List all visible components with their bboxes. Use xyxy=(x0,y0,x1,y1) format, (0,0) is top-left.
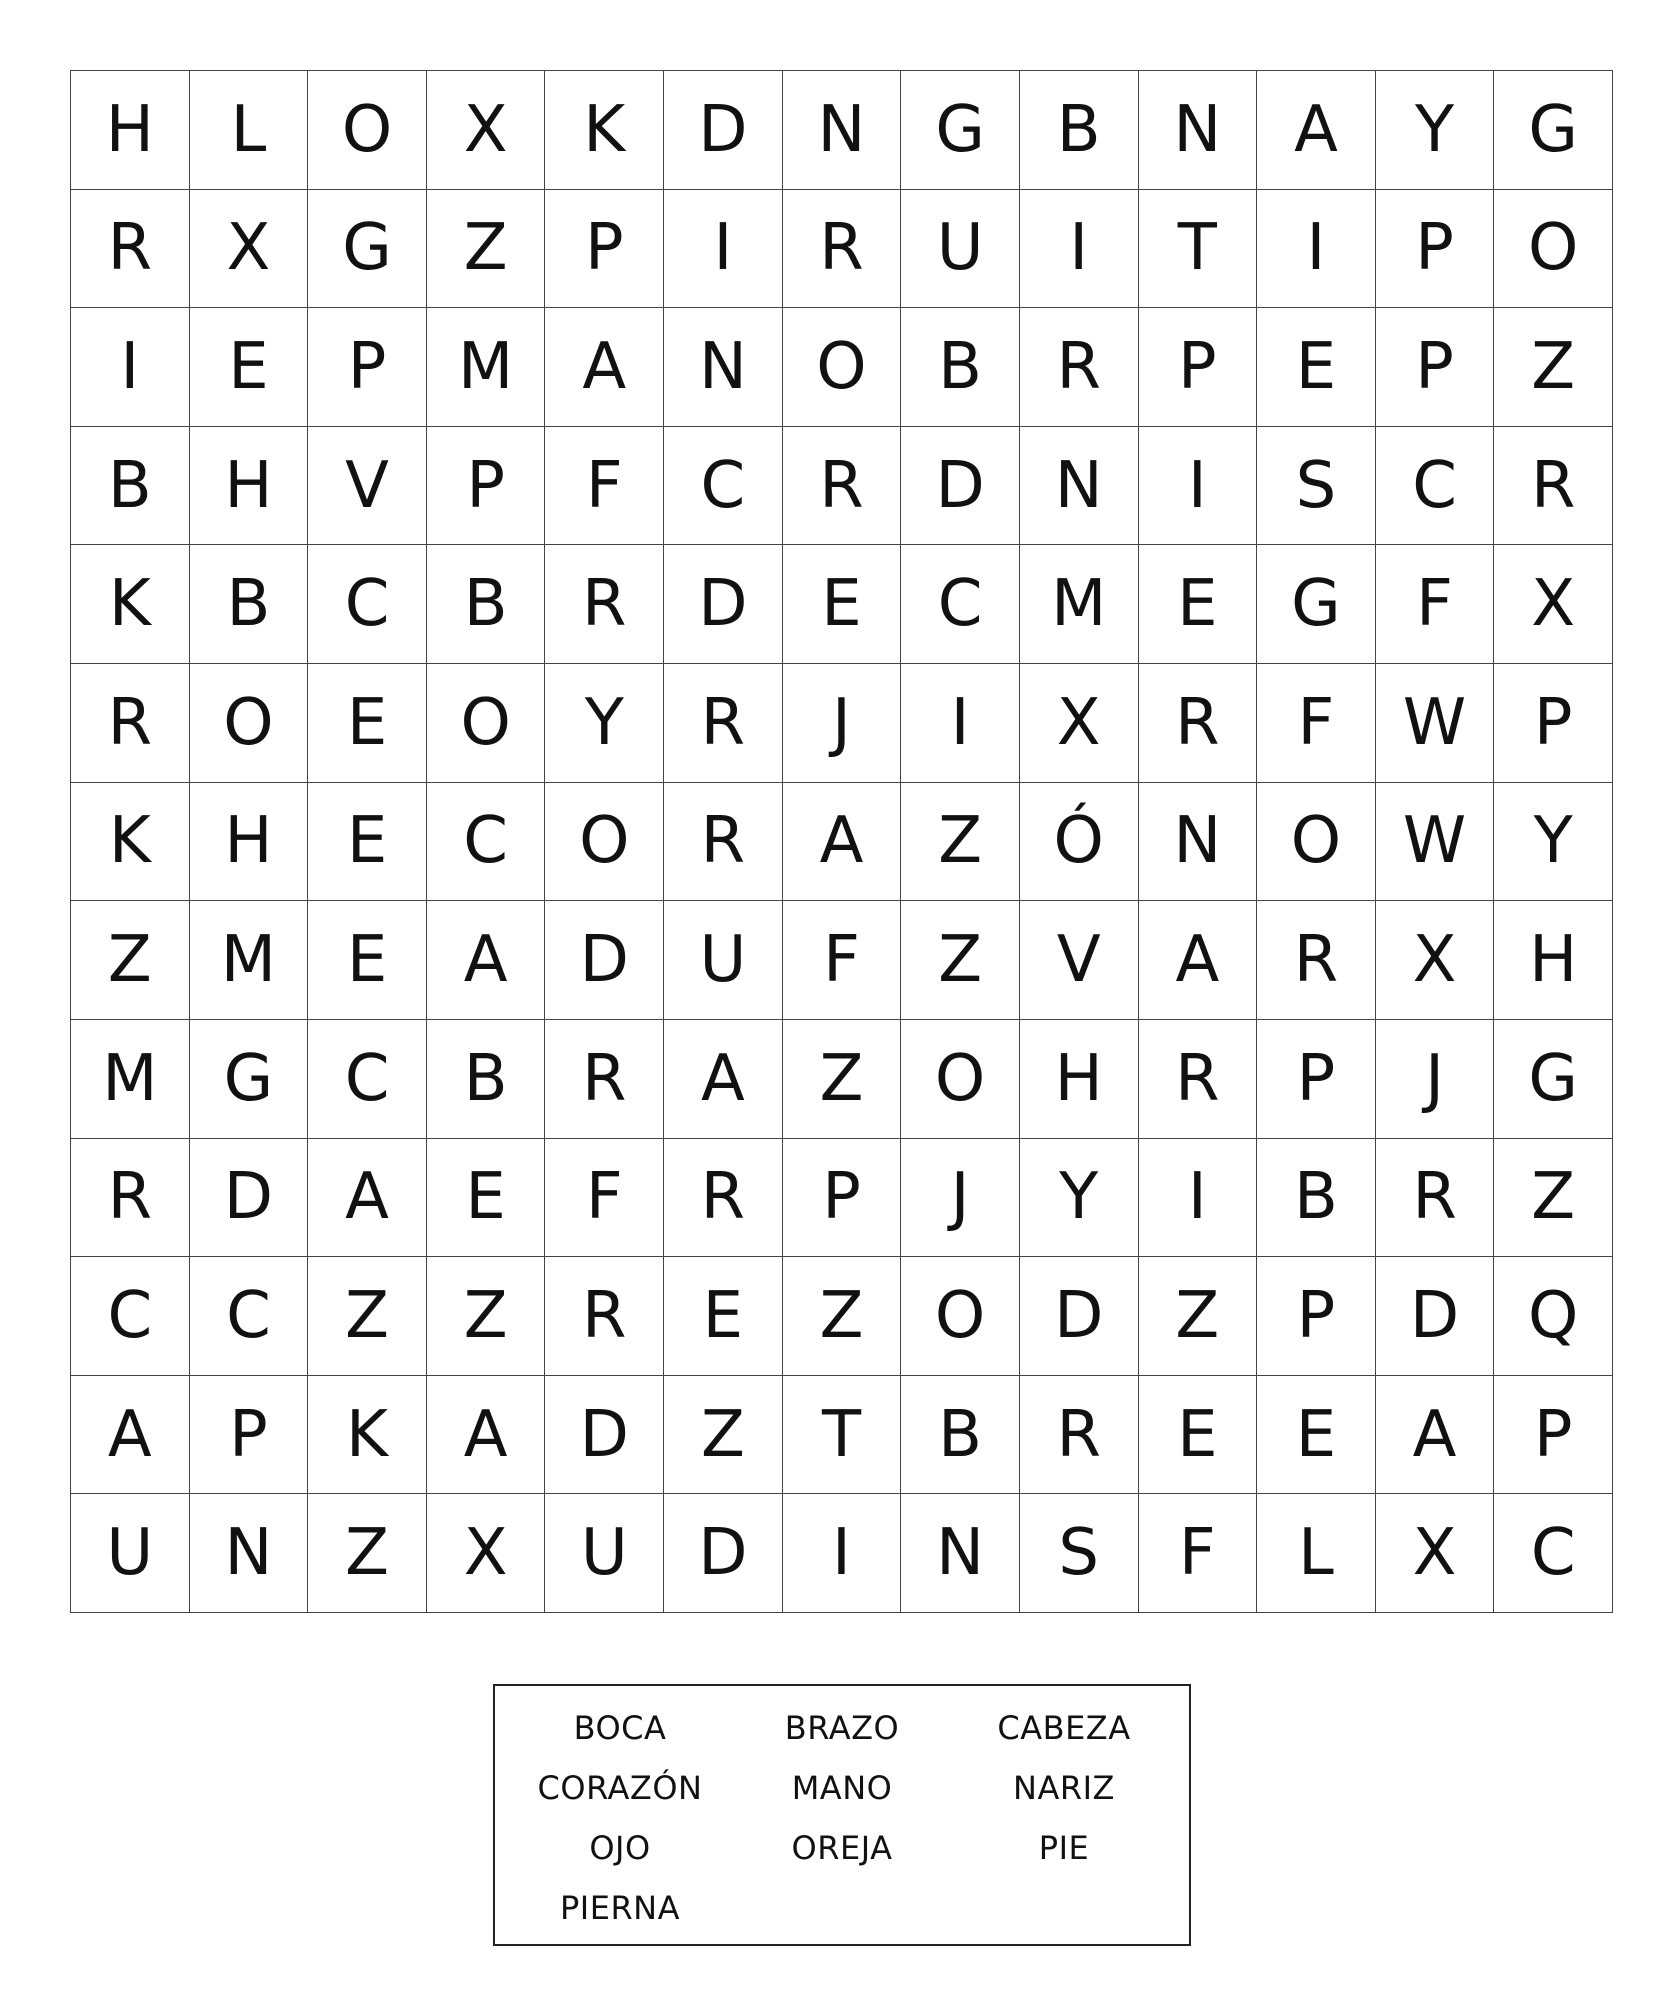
grid-cell[interactable]: Q xyxy=(1494,1257,1613,1376)
grid-cell[interactable]: E xyxy=(190,308,309,427)
grid-cell[interactable]: A xyxy=(545,308,664,427)
grid-cell[interactable]: C xyxy=(901,545,1020,664)
grid-cell[interactable]: Z xyxy=(901,783,1020,902)
grid-cell[interactable]: K xyxy=(308,1376,427,1495)
grid-cell[interactable]: R xyxy=(545,545,664,664)
grid-cell[interactable]: M xyxy=(71,1020,190,1139)
grid-cell[interactable]: P xyxy=(1257,1257,1376,1376)
grid-cell[interactable]: W xyxy=(1376,783,1495,902)
grid-cell[interactable]: F xyxy=(783,901,902,1020)
grid-cell[interactable]: D xyxy=(664,545,783,664)
grid-cell[interactable]: H xyxy=(190,427,309,546)
grid-cell[interactable]: K xyxy=(71,545,190,664)
grid-cell[interactable]: P xyxy=(1376,308,1495,427)
grid-cell[interactable]: Ó xyxy=(1020,783,1139,902)
grid-cell[interactable]: A xyxy=(427,1376,546,1495)
word-list-item: MANO xyxy=(791,1769,893,1807)
grid-cell[interactable]: D xyxy=(190,1139,309,1258)
grid-cell[interactable]: R xyxy=(1494,427,1613,546)
grid-cell[interactable]: H xyxy=(1494,901,1613,1020)
grid-cell[interactable]: B xyxy=(901,1376,1020,1495)
grid-cell[interactable]: A xyxy=(1139,901,1258,1020)
grid-cell[interactable]: I xyxy=(901,664,1020,783)
grid-cell[interactable]: N xyxy=(783,71,902,190)
grid-cell[interactable]: Z xyxy=(427,190,546,309)
grid-cell[interactable]: I xyxy=(664,190,783,309)
grid-cell[interactable]: P xyxy=(1376,190,1495,309)
grid-cell[interactable]: I xyxy=(1020,190,1139,309)
grid-cell[interactable]: Z xyxy=(783,1257,902,1376)
grid-cell[interactable]: P xyxy=(1139,308,1258,427)
grid-cell[interactable]: P xyxy=(1494,1376,1613,1495)
grid-cell[interactable]: L xyxy=(190,71,309,190)
grid-cell[interactable]: B xyxy=(71,427,190,546)
grid-cell[interactable]: O xyxy=(427,664,546,783)
grid-cell[interactable]: R xyxy=(783,427,902,546)
grid-cell[interactable]: F xyxy=(1139,1494,1258,1613)
grid-cell[interactable]: H xyxy=(190,783,309,902)
grid-cell[interactable]: F xyxy=(1376,545,1495,664)
grid-cell[interactable]: G xyxy=(190,1020,309,1139)
grid-cell[interactable]: R xyxy=(1376,1139,1495,1258)
grid-cell[interactable]: B xyxy=(190,545,309,664)
grid-cell[interactable]: G xyxy=(901,71,1020,190)
word-list-item: OREJA xyxy=(791,1829,893,1867)
grid-cell[interactable]: K xyxy=(71,783,190,902)
grid-cell[interactable]: Z xyxy=(71,901,190,1020)
grid-cell[interactable]: F xyxy=(545,1139,664,1258)
word-list xyxy=(493,1684,1191,1946)
grid-cell[interactable]: W xyxy=(1376,664,1495,783)
grid-cell[interactable]: Y xyxy=(1020,1139,1139,1258)
grid-cell[interactable]: G xyxy=(1494,71,1613,190)
grid-cell[interactable]: P xyxy=(190,1376,309,1495)
grid-cell[interactable]: R xyxy=(545,1020,664,1139)
grid-cell[interactable]: N xyxy=(1020,427,1139,546)
grid-cell[interactable]: I xyxy=(1139,427,1258,546)
grid-cell[interactable]: O xyxy=(1494,190,1613,309)
grid-cell[interactable]: M xyxy=(190,901,309,1020)
grid-cell[interactable]: D xyxy=(545,1376,664,1495)
grid-cell[interactable]: O xyxy=(308,71,427,190)
grid-cell[interactable]: C xyxy=(308,1020,427,1139)
grid-cell[interactable]: Y xyxy=(1494,783,1613,902)
grid-cell[interactable]: R xyxy=(664,783,783,902)
grid-cell[interactable]: D xyxy=(1020,1257,1139,1376)
grid-cell[interactable]: M xyxy=(427,308,546,427)
grid-cell[interactable]: H xyxy=(1020,1020,1139,1139)
grid-cell[interactable]: P xyxy=(1494,664,1613,783)
grid-cell[interactable]: E xyxy=(308,901,427,1020)
grid-cell[interactable]: O xyxy=(545,783,664,902)
grid-cell[interactable]: F xyxy=(1257,664,1376,783)
grid-cell[interactable]: P xyxy=(427,427,546,546)
grid-cell[interactable]: I xyxy=(1257,190,1376,309)
grid-cell[interactable]: Z xyxy=(1494,308,1613,427)
grid-cell[interactable]: A xyxy=(71,1376,190,1495)
grid-cell[interactable]: X xyxy=(1376,901,1495,1020)
word-list-item: PIERNA xyxy=(559,1889,680,1927)
grid-cell[interactable]: P xyxy=(783,1139,902,1258)
grid-cell[interactable]: N xyxy=(190,1494,309,1613)
grid-cell[interactable]: N xyxy=(1139,71,1258,190)
grid-cell[interactable]: E xyxy=(664,1257,783,1376)
grid-cell[interactable]: R xyxy=(71,664,190,783)
grid-cell[interactable]: U xyxy=(901,190,1020,309)
grid-cell[interactable]: E xyxy=(1139,1376,1258,1495)
grid-cell[interactable]: B xyxy=(427,1020,546,1139)
grid-cell[interactable]: J xyxy=(1376,1020,1495,1139)
grid-cell[interactable]: R xyxy=(1020,308,1139,427)
grid-cell[interactable]: R xyxy=(71,1139,190,1258)
grid-cell[interactable]: E xyxy=(1139,545,1258,664)
grid-cell[interactable]: C xyxy=(71,1257,190,1376)
grid-cell[interactable]: S xyxy=(1257,427,1376,546)
grid-cell[interactable]: J xyxy=(783,664,902,783)
grid-cell[interactable]: Z xyxy=(783,1020,902,1139)
grid-cell[interactable]: E xyxy=(783,545,902,664)
grid-cell[interactable]: B xyxy=(901,308,1020,427)
grid-cell[interactable]: Y xyxy=(1376,71,1495,190)
grid-cell[interactable]: D xyxy=(1376,1257,1495,1376)
grid-cell[interactable]: K xyxy=(545,71,664,190)
grid-cell[interactable]: Z xyxy=(308,1494,427,1613)
grid-cell[interactable]: B xyxy=(1020,71,1139,190)
grid-cell[interactable]: C xyxy=(308,545,427,664)
grid-cell[interactable]: R xyxy=(545,1257,664,1376)
grid-cell[interactable]: N xyxy=(901,1494,1020,1613)
grid-cell[interactable]: I xyxy=(71,308,190,427)
grid-cell[interactable]: O xyxy=(190,664,309,783)
word-list-item: OJO xyxy=(589,1829,651,1867)
grid-cell[interactable]: V xyxy=(308,427,427,546)
grid-cell[interactable]: D xyxy=(545,901,664,1020)
grid-cell[interactable]: R xyxy=(1257,901,1376,1020)
grid-cell[interactable]: E xyxy=(1257,308,1376,427)
grid-cell[interactable]: G xyxy=(1494,1020,1613,1139)
grid-cell[interactable]: L xyxy=(1257,1494,1376,1613)
grid-cell[interactable]: A xyxy=(664,1020,783,1139)
grid-cell[interactable]: R xyxy=(71,190,190,309)
grid-cell[interactable]: X xyxy=(1020,664,1139,783)
grid-cell[interactable]: E xyxy=(308,664,427,783)
grid-cell[interactable]: C xyxy=(664,427,783,546)
grid-cell[interactable]: Z xyxy=(1494,1139,1613,1258)
grid-cell[interactable]: N xyxy=(1139,783,1258,902)
grid-cell[interactable]: C xyxy=(190,1257,309,1376)
grid-cell[interactable]: X xyxy=(427,71,546,190)
letter-grid xyxy=(70,70,1613,1613)
grid-cell[interactable]: B xyxy=(1257,1139,1376,1258)
grid-cell[interactable]: Z xyxy=(901,901,1020,1020)
grid-cell[interactable]: V xyxy=(1020,901,1139,1020)
grid-cell[interactable]: A xyxy=(783,783,902,902)
grid-cell[interactable]: C xyxy=(1376,427,1495,546)
grid-cell[interactable]: Z xyxy=(664,1376,783,1495)
word-list-item: NARIZ xyxy=(1013,1769,1115,1807)
grid-cell[interactable]: O xyxy=(783,308,902,427)
grid-cell[interactable]: E xyxy=(308,783,427,902)
grid-cell[interactable]: X xyxy=(427,1494,546,1613)
grid-cell[interactable]: O xyxy=(901,1257,1020,1376)
grid-cell[interactable]: Y xyxy=(545,664,664,783)
grid-cell[interactable]: C xyxy=(1494,1494,1613,1613)
grid-cell[interactable]: A xyxy=(1376,1376,1495,1495)
grid-cell[interactable]: B xyxy=(427,545,546,664)
grid-cell[interactable]: T xyxy=(1139,190,1258,309)
grid-cell[interactable]: I xyxy=(1139,1139,1258,1258)
grid-cell[interactable]: A xyxy=(1257,71,1376,190)
grid-cell[interactable]: P xyxy=(545,190,664,309)
grid-cell[interactable]: P xyxy=(1257,1020,1376,1139)
word-list-item: PIE xyxy=(1038,1829,1090,1867)
grid-cell[interactable]: U xyxy=(664,901,783,1020)
grid-cell[interactable]: S xyxy=(1020,1494,1139,1613)
grid-cell[interactable]: R xyxy=(1020,1376,1139,1495)
grid-cell[interactable]: X xyxy=(1494,545,1613,664)
grid-cell[interactable]: R xyxy=(1139,664,1258,783)
grid-cell[interactable]: J xyxy=(901,1139,1020,1258)
grid-cell[interactable]: O xyxy=(901,1020,1020,1139)
grid-cell[interactable]: N xyxy=(664,308,783,427)
grid-cell[interactable]: R xyxy=(664,1139,783,1258)
grid-cell[interactable]: X xyxy=(190,190,309,309)
grid-cell[interactable]: P xyxy=(308,308,427,427)
grid-cell[interactable]: R xyxy=(783,190,902,309)
word-list-item: BRAZO xyxy=(784,1709,900,1747)
grid-cell[interactable]: X xyxy=(1376,1494,1495,1613)
grid-cell[interactable]: G xyxy=(308,190,427,309)
grid-cell[interactable]: Z xyxy=(427,1257,546,1376)
grid-cell[interactable]: T xyxy=(783,1376,902,1495)
grid-cell[interactable]: H xyxy=(71,71,190,190)
word-list-item: CABEZA xyxy=(997,1709,1131,1747)
grid-cell[interactable]: A xyxy=(308,1139,427,1258)
grid-cell[interactable]: U xyxy=(71,1494,190,1613)
grid-cell[interactable]: D xyxy=(664,71,783,190)
grid-cell[interactable]: Z xyxy=(1139,1257,1258,1376)
grid-cell[interactable]: M xyxy=(1020,545,1139,664)
grid-cell[interactable]: U xyxy=(545,1494,664,1613)
word-list-item: CORAZÓN xyxy=(537,1769,703,1807)
grid-cell[interactable]: F xyxy=(545,427,664,546)
grid-cell[interactable]: E xyxy=(1257,1376,1376,1495)
grid-cell[interactable]: G xyxy=(1257,545,1376,664)
grid-cell[interactable]: I xyxy=(783,1494,902,1613)
grid-cell[interactable]: D xyxy=(664,1494,783,1613)
word-list-item: BOCA xyxy=(573,1709,667,1747)
grid-cell[interactable]: Z xyxy=(308,1257,427,1376)
grid-cell[interactable]: C xyxy=(427,783,546,902)
grid-cell[interactable]: O xyxy=(1257,783,1376,902)
grid-cell[interactable]: R xyxy=(1139,1020,1258,1139)
grid-cell[interactable]: A xyxy=(427,901,546,1020)
grid-cell[interactable]: R xyxy=(664,664,783,783)
grid-cell[interactable]: D xyxy=(901,427,1020,546)
grid-cell[interactable]: E xyxy=(427,1139,546,1258)
